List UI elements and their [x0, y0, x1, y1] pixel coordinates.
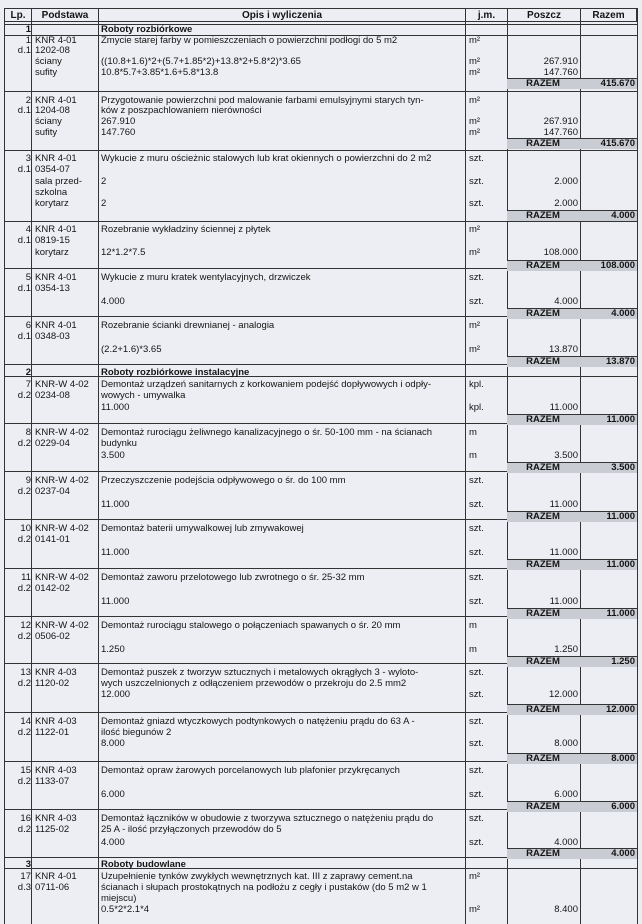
opis-cell: (2.2+1.6)*3.65	[101, 344, 162, 355]
lp-cell: 17	[20, 871, 31, 882]
podstawa-cell: sufity	[35, 127, 58, 138]
poszcz-cell: 11.000	[549, 402, 578, 413]
opis-cell: 11.000	[101, 402, 130, 413]
lp-cell: 13	[20, 667, 31, 678]
lp-cell: 14	[20, 716, 31, 727]
podstawa-cell: KNR 4-01	[35, 35, 77, 46]
header-opis: Opis i wyliczenia	[98, 8, 465, 22]
opis-cell: Demontaż zaworu przelotowego lub zwrotnego o śr. 25-32 mm	[101, 572, 365, 583]
razem-value: 4.000	[611, 308, 635, 319]
header-poszcz: Poszcz	[507, 8, 580, 22]
podstawa-cell: 0819-15	[35, 235, 70, 246]
header-podstawa: Podstawa	[31, 8, 98, 22]
jm-cell: m²	[469, 35, 481, 46]
row-divider	[4, 376, 637, 377]
jm-cell: kpl.	[469, 379, 484, 390]
opis-cell: Demontaż baterii umywalkowej lub zmywakowej	[101, 523, 304, 534]
col-divider	[31, 8, 32, 924]
poszcz-cell: 8.400	[554, 904, 578, 915]
podstawa-cell: KNR 4-01	[35, 224, 77, 235]
poszcz-cell: 147.760	[543, 67, 578, 78]
poszcz-cell: 6.000	[554, 789, 578, 800]
poszcz-cell: 147.760	[543, 127, 578, 138]
podstawa-cell: 1133-07	[35, 776, 70, 787]
poszcz-cell: 2.000	[554, 176, 578, 187]
jm-cell: m²	[469, 871, 481, 882]
razem-value: 3.500	[611, 462, 635, 473]
lp-cell: 3	[25, 153, 31, 164]
podstawa-cell: 1202-08	[35, 45, 70, 56]
opis-cell: Demontaż gniazd wtyczkowych podtynkowych o natężeniu prądu do 63 A -	[101, 716, 415, 727]
podstawa-cell: 1120-02	[35, 678, 70, 689]
opis-cell: 11.000	[101, 499, 130, 510]
lp-cell: d.2	[17, 438, 31, 449]
razem-value: 11.000	[606, 511, 635, 522]
opis-cell: 8.000	[101, 738, 125, 749]
opis-cell: 4.000	[101, 837, 125, 848]
lp-cell: 1	[25, 35, 31, 46]
razem-label: RAZEM	[526, 801, 560, 812]
lp-cell: 9	[25, 475, 31, 486]
jm-cell: szt.	[469, 837, 484, 848]
razem-label: RAZEM	[526, 608, 560, 619]
poszcz-cell: 3.500	[554, 450, 578, 461]
opis-cell: Rozebranie ścianki drewnianej - analogia	[101, 320, 275, 331]
col-divider	[465, 8, 466, 924]
poszcz-cell: 13.870	[548, 344, 578, 355]
podstawa-cell: KNR 4-01	[35, 871, 77, 882]
razem-label: RAZEM	[526, 511, 560, 522]
poszcz-cell: 11.000	[549, 499, 578, 510]
razem-value: 4.000	[611, 848, 635, 859]
col-divider	[98, 8, 99, 924]
lp-cell: d.2	[17, 486, 31, 497]
podstawa-cell: sufity	[35, 67, 58, 78]
poszcz-cell: 4.000	[554, 296, 578, 307]
section-title: Roboty budowlane	[101, 859, 186, 870]
razem-label: RAZEM	[526, 210, 560, 221]
podstawa-cell: 0237-04	[35, 486, 70, 497]
razem-label: RAZEM	[526, 356, 560, 367]
lp-cell: 4	[25, 224, 31, 235]
opis-cell: 147.760	[101, 127, 136, 138]
opis-cell: Uzupełnienie tynków zwykłych wewnętrznych kat. III z zaprawy cement.na	[101, 871, 413, 882]
lp-cell: d.2	[17, 534, 31, 545]
podstawa-cell: 1122-01	[35, 727, 70, 738]
jm-cell: szt.	[469, 475, 484, 486]
podstawa-cell: 0234-08	[35, 390, 70, 401]
jm-cell: szt.	[469, 689, 484, 700]
opis-cell: wowych - umywalka	[101, 390, 186, 401]
jm-cell: szt.	[469, 789, 484, 800]
podstawa-cell: 0141-01	[35, 534, 70, 545]
opis-cell: Demontaż łączników w obudowie z tworzywa sztucznego o natężeniu prądu do	[101, 813, 434, 824]
poszcz-cell: 267.910	[543, 56, 578, 67]
header-razem: Razem	[580, 8, 637, 22]
opis-cell: Przeczyszczenie podejścia odpływowego o śr. do 100 mm	[101, 475, 346, 486]
razem-label: RAZEM	[526, 559, 560, 570]
row-divider	[4, 24, 637, 25]
opis-cell: 0.5*2*2.1*4	[101, 904, 150, 915]
opis-cell: budynku	[101, 438, 137, 449]
razem-label: RAZEM	[526, 260, 560, 271]
razem-label: RAZEM	[526, 704, 560, 715]
lp-cell: d.2	[17, 727, 31, 738]
jm-cell: szt.	[469, 667, 484, 678]
lp-cell: 5	[25, 272, 31, 283]
razem-value: 4.000	[611, 210, 635, 221]
podstawa-cell: KNR 4-01	[35, 272, 77, 283]
jm-cell: szt.	[469, 765, 484, 776]
table-header	[0, 8, 642, 23]
podstawa-cell: KNR 4-01	[35, 153, 77, 164]
lp-cell: d.2	[17, 776, 31, 787]
lp-cell: 2	[25, 367, 31, 378]
opis-cell: ((10.8+1.6)*2+(5.7+1.85*2)+13.8*2+5.8*2)*3.65	[101, 56, 301, 67]
header-lp: Lp.	[4, 8, 31, 22]
razem-label: RAZEM	[526, 78, 560, 89]
razem-value: 11.000	[606, 559, 635, 570]
lp-cell: d.1	[17, 105, 31, 116]
opis-cell: 1.250	[101, 644, 125, 655]
podstawa-cell: KNR-W 4-02	[35, 572, 89, 583]
opis-cell: 6.000	[101, 789, 125, 800]
opis-cell: 25 A - ilość przyłączonych przewodów do 5	[101, 824, 282, 835]
podstawa-cell: KNR-W 4-02	[35, 379, 89, 390]
razem-label: RAZEM	[526, 308, 560, 319]
podstawa-cell: KNR-W 4-02	[35, 475, 89, 486]
row-divider	[4, 868, 637, 869]
jm-cell: szt.	[469, 547, 484, 558]
lp-cell: 3	[25, 859, 31, 870]
lp-cell: d.1	[17, 283, 31, 294]
jm-cell: m²	[469, 67, 481, 78]
podstawa-cell: korytarz	[35, 247, 69, 258]
lp-cell: d.1	[17, 164, 31, 175]
lp-cell: 10	[20, 523, 31, 534]
podstawa-cell: KNR-W 4-02	[35, 427, 89, 438]
opis-cell: Demontaż opraw żarowych porcelanowych lub plafonier przykręcanych	[101, 765, 400, 776]
podstawa-cell: 1125-02	[35, 824, 70, 835]
jm-cell: m²	[469, 344, 481, 355]
podstawa-cell: KNR 4-01	[35, 95, 77, 106]
opis-cell: 267.910	[101, 116, 136, 127]
opis-cell: ilość biegunów 2	[101, 727, 172, 738]
podstawa-cell: szkolna	[35, 187, 68, 198]
lp-cell: d.3	[17, 882, 31, 893]
lp-cell: d.1	[17, 331, 31, 342]
razem-label: RAZEM	[526, 462, 560, 473]
lp-cell: 7	[25, 379, 31, 390]
jm-cell: szt.	[469, 716, 484, 727]
lp-cell: d.2	[17, 583, 31, 594]
opis-cell: miejscu)	[101, 893, 137, 904]
opis-cell: 10.8*5.7+3.85*1.6+5.8*13.8	[101, 67, 219, 78]
jm-cell: szt.	[469, 198, 484, 209]
razem-value: 108.000	[600, 260, 635, 271]
razem-value: 415.670	[600, 78, 635, 89]
poszcz-cell: 4.000	[554, 837, 578, 848]
poszcz-cell: 11.000	[549, 547, 578, 558]
jm-cell: m²	[469, 95, 481, 106]
jm-cell: m²	[469, 56, 481, 67]
opis-cell: ścianach i słupach prostokątnych na podłożu z cegły i pustaków (do 5 m2 w 1	[101, 882, 427, 893]
opis-cell: 2	[101, 176, 107, 187]
podstawa-cell: KNR 4-03	[35, 667, 77, 678]
lp-cell: 1	[25, 24, 31, 35]
razem-value: 13.870	[605, 356, 635, 367]
lp-cell: 11	[21, 572, 31, 583]
razem-label: RAZEM	[526, 138, 560, 149]
podstawa-cell: KNR-W 4-02	[35, 620, 89, 631]
poszcz-cell: 267.910	[543, 116, 578, 127]
opis-cell: Wykucie z muru ościeżnic stalowych lub krat okiennych o powierzchni do 2 m2	[101, 153, 432, 164]
opis-cell: 12*1.2*7.5	[101, 247, 146, 258]
row-divider	[4, 91, 637, 92]
opis-cell: ków z poszpachlowaniem nierówności	[101, 105, 262, 116]
poszcz-cell: 8.000	[554, 738, 578, 749]
lp-cell: 16	[20, 813, 31, 824]
jm-cell: kpl.	[469, 402, 484, 413]
jm-cell: m²	[469, 116, 481, 127]
opis-cell: 11.000	[101, 596, 130, 607]
opis-cell: 2	[101, 198, 107, 209]
row-divider	[4, 150, 637, 151]
lp-cell: d.1	[17, 235, 31, 246]
podstawa-cell: 0354-07	[35, 164, 70, 175]
opis-cell: Rozebranie wykładziny ściennej z płytek	[101, 224, 271, 235]
jm-cell: szt.	[469, 572, 484, 583]
razem-label: RAZEM	[526, 656, 560, 667]
podstawa-cell: 0142-02	[35, 583, 70, 594]
poszcz-cell: 2.000	[554, 198, 578, 209]
jm-cell: m²	[469, 247, 481, 258]
jm-cell: szt.	[469, 596, 484, 607]
lp-cell: 15	[20, 765, 31, 776]
razem-label: RAZEM	[526, 848, 560, 859]
opis-cell: Demontaż rurociągu żeliwnego kanalizacyjnego o śr. 50-100 mm - na ścianach	[101, 427, 433, 438]
poszcz-cell: 11.000	[549, 596, 578, 607]
opis-cell: Demontaż rurociągu stalowego o połączeniach spawanych o śr. 20 mm	[101, 620, 401, 631]
opis-cell: Przygotowanie powierzchni pod malowanie farbami emulsyjnymi starych tyn-	[101, 95, 424, 106]
jm-cell: szt.	[469, 176, 484, 187]
lp-cell: d.1	[17, 45, 31, 56]
podstawa-cell: KNR-W 4-02	[35, 523, 89, 534]
podstawa-cell: korytarz	[35, 198, 69, 209]
poszcz-cell: 1.250	[554, 644, 578, 655]
lp-cell: d.2	[17, 824, 31, 835]
jm-cell: m²	[469, 224, 481, 235]
header-jm: j.m.	[465, 8, 507, 22]
jm-cell: szt.	[469, 499, 484, 510]
jm-cell: szt.	[469, 153, 484, 164]
opis-cell: 12.000	[101, 689, 131, 700]
razem-value: 8.000	[611, 753, 635, 764]
section-title: Roboty rozbiórkowe	[101, 24, 193, 35]
podstawa-cell: 0348-03	[35, 331, 70, 342]
lp-cell: d.2	[17, 390, 31, 401]
lp-cell: 6	[25, 320, 31, 331]
podstawa-cell: KNR 4-03	[35, 813, 77, 824]
opis-cell: Demontaż urządzeń sanitarnych z korkowaniem podejść dopływowych i odpły-	[101, 379, 432, 390]
opis-cell: Demontaż puszek z tworzyw sztucznych i metalowych okrągłych 3 - wyloto-	[101, 667, 419, 678]
lp-cell: 8	[25, 427, 31, 438]
podstawa-cell: ściany	[35, 56, 62, 67]
opis-cell: 11.000	[101, 547, 130, 558]
lp-cell: d.2	[17, 631, 31, 642]
jm-cell: szt.	[469, 272, 484, 283]
jm-cell: m²	[469, 320, 481, 331]
podstawa-cell: 0506-02	[35, 631, 70, 642]
podstawa-cell: 0711-06	[35, 882, 70, 893]
jm-cell: m²	[469, 904, 481, 915]
jm-cell: m²	[469, 127, 481, 138]
razem-value: 11.000	[606, 608, 635, 619]
lp-cell: 2	[25, 95, 31, 106]
col-divider	[637, 8, 638, 924]
razem-label: RAZEM	[526, 414, 560, 425]
jm-cell: m	[469, 450, 477, 461]
opis-cell: Wykucie z muru kratek wentylacyjnych, drzwiczek	[101, 272, 311, 283]
jm-cell: m	[469, 620, 477, 631]
opis-cell: 3.500	[101, 450, 125, 461]
podstawa-cell: KNR 4-03	[35, 716, 77, 727]
podstawa-cell: 1204-08	[35, 105, 70, 116]
jm-cell: szt.	[469, 523, 484, 534]
jm-cell: m	[469, 644, 477, 655]
podstawa-cell: sala przed-	[35, 176, 82, 187]
jm-cell: szt.	[469, 296, 484, 307]
podstawa-cell: 0354-13	[35, 283, 70, 294]
poszcz-cell: 12.000	[548, 689, 578, 700]
podstawa-cell: ściany	[35, 116, 62, 127]
jm-cell: szt.	[469, 813, 484, 824]
opis-cell: 4.000	[101, 296, 125, 307]
razem-value: 6.000	[611, 801, 635, 812]
razem-label: RAZEM	[526, 753, 560, 764]
podstawa-cell: KNR 4-03	[35, 765, 77, 776]
opis-cell: Zmycie starej farby w pomieszczeniach o powierzchni podłogi do 5 m2	[101, 35, 398, 46]
razem-value: 11.000	[606, 414, 635, 425]
lp-cell: 12	[20, 620, 31, 631]
lp-cell: d.2	[17, 678, 31, 689]
poszcz-cell: 108.000	[543, 247, 578, 258]
razem-value: 415.670	[600, 138, 635, 149]
podstawa-cell: KNR 4-01	[35, 320, 77, 331]
podstawa-cell: 0229-04	[35, 438, 70, 449]
razem-value: 12.000	[605, 704, 635, 715]
section-title: Roboty rozbiórkowe instalacyjne	[101, 367, 250, 378]
jm-cell: m	[469, 427, 477, 438]
jm-cell: szt.	[469, 738, 484, 749]
razem-value: 1.250	[611, 656, 635, 667]
opis-cell: wych uszczelnionych z odłączeniem przewodów o przekroju do 2.5 mm2	[101, 678, 407, 689]
